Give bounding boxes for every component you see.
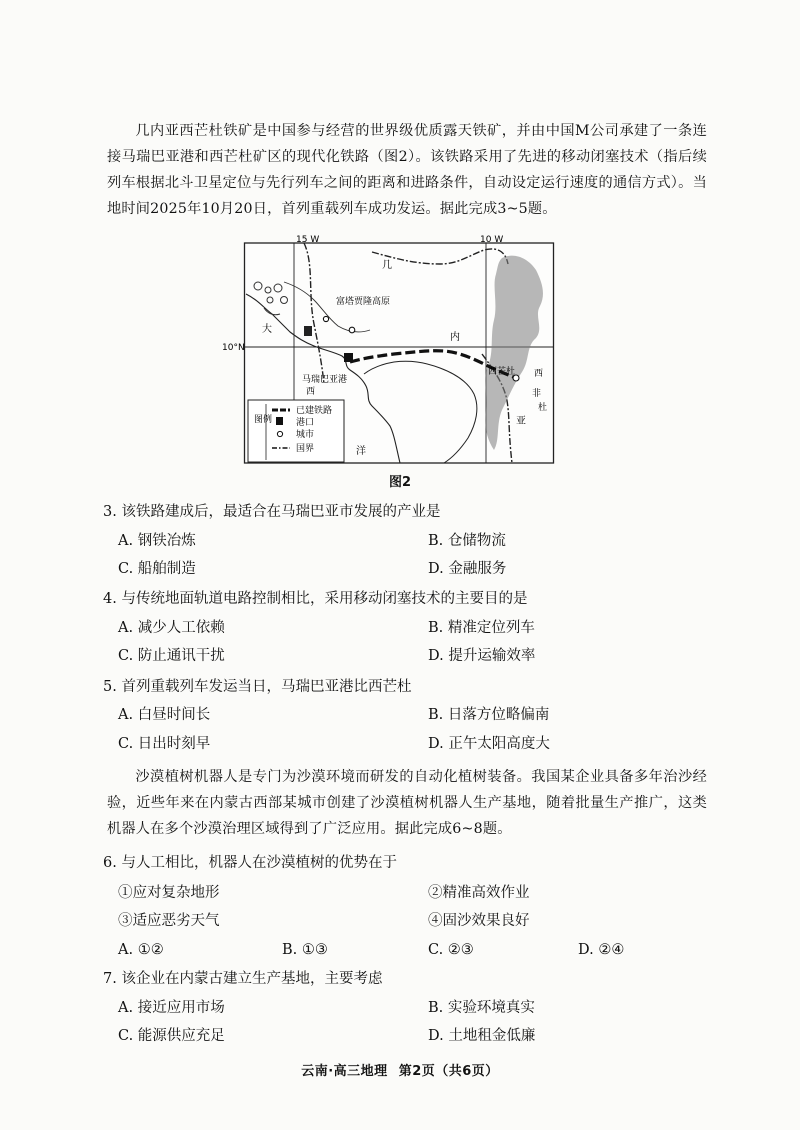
q3-option-a[interactable]: A. 钢铁冶炼 (118, 533, 196, 549)
q6-option-c[interactable]: C. ②③ (428, 942, 474, 958)
label-10w: 10 W (480, 235, 504, 245)
legend-city: 城市 (296, 430, 315, 440)
label-mine: 西芒杜 (488, 367, 516, 377)
label-15w: 15 W (296, 235, 320, 245)
legend-port-symbol (276, 417, 283, 425)
label-country-2: 非 (532, 389, 542, 399)
label-country-3: 杜 (538, 403, 548, 413)
q4-option-a[interactable]: A. 减少人工依赖 (118, 620, 225, 636)
q6-statement-3: ③适应恶劣天气 (118, 913, 220, 929)
label-port: 马瑞巴亚港 (302, 375, 348, 385)
legend-city-symbol (277, 431, 282, 436)
q7-option-d[interactable]: D. 土地租金低廉 (428, 1028, 536, 1044)
q3-option-b[interactable]: B. 仓储物流 (428, 533, 506, 549)
q3-option-d[interactable]: D. 金融服务 (428, 561, 507, 577)
city-marker (323, 316, 328, 321)
q7-option-a[interactable]: A. 接近应用市场 (118, 1000, 225, 1016)
label-da: 大 (262, 324, 272, 335)
q5-option-c[interactable]: C. 日出时刻早 (118, 736, 211, 752)
q6-option-b[interactable]: B. ①③ (282, 942, 328, 958)
label-10n: 10°N (222, 343, 245, 353)
question-3-stem: 3. 该铁路建成后，最适合在马瑞巴亚市发展的产业是 (103, 504, 441, 520)
footer-subject: 云南·高三地理 (301, 1064, 388, 1079)
q5-option-a[interactable]: A. 白昼时间长 (118, 707, 211, 723)
q4-option-b[interactable]: B. 精准定位列车 (428, 620, 535, 636)
question-6-stem: 6. 与人工相比，机器人在沙漠植树的优势在于 (103, 855, 397, 871)
port-marker (344, 353, 353, 362)
label-country-1: 西 (534, 369, 544, 379)
label-ya: 亚 (516, 416, 526, 427)
q7-option-b[interactable]: B. 实验环境真实 (428, 1000, 535, 1016)
footer-page-number: 第2页（共6页） (398, 1064, 499, 1079)
q6-statement-2: ②精准高效作业 (428, 885, 530, 901)
q6-statement-4: ④固沙效果良好 (428, 913, 530, 929)
q5-option-b[interactable]: B. 日落方位略偏南 (428, 707, 550, 723)
question-7-stem: 7. 该企业在内蒙古建立生产基地，主要考虑 (103, 971, 383, 987)
page-footer (0, 1060, 800, 1079)
q4-option-c[interactable]: C. 防止通讯干扰 (118, 648, 225, 664)
label-nei: 内 (450, 332, 460, 343)
city-marker (349, 327, 355, 333)
map-figure-2 (222, 234, 556, 466)
legend-title-1: 图例 (254, 415, 273, 425)
passage-guinea-railway: 几内亚西芒杜铁矿是中国参与经营的世界级优质露天铁矿，并由中国M公司承建了一条连接马瑞巴亚港和西芒杜矿区的现代化铁路（图2）。该铁路采用了先进的移动闭塞技术（指后续列车根据北斗卫星定位与先行列车之间的距离和进路条件，自动设定运行速度的通信方式）。当地时间2025年10月20日，首列重载列车成功发运。据此完成3~5题。 (107, 123, 707, 217)
q6-option-a[interactable]: A. ①② (118, 942, 164, 958)
q6-statement-1: ①应对复杂地形 (118, 885, 220, 901)
figure-caption: 图2 (388, 475, 412, 490)
question-5-stem: 5. 首列重载列车发运当日，马瑞巴亚港比西芒杜 (103, 679, 412, 695)
passage-desert-robot: 沙漠植树机器人是专门为沙漠环境而研发的自动化植树装备。我国某企业具备多年治沙经验，近些年来在内蒙古西部某城市创建了沙漠植树机器人生产基地，随着批量生产推广，这类机器人在多个沙漠治理区域得到了广泛应用。据此完成6~8题。 (107, 769, 707, 837)
port-marker-north (304, 326, 312, 336)
label-xi: 西 (306, 387, 316, 397)
q5-option-d[interactable]: D. 正午太阳高度大 (428, 736, 550, 752)
q6-option-d[interactable]: D. ②④ (578, 942, 625, 958)
guinea-map (222, 234, 556, 466)
q3-option-c[interactable]: C. 船舶制造 (118, 561, 196, 577)
label-ji: 几 (382, 260, 392, 271)
label-plateau: 富塔贾隆高原 (336, 297, 391, 307)
legend-border: 国界 (296, 444, 315, 454)
label-yang: 洋 (356, 446, 366, 457)
question-4-stem: 4. 与传统地面轨道电路控制相比，采用移动闭塞技术的主要目的是 (103, 591, 528, 607)
legend-rail: 已建铁路 (296, 406, 333, 416)
q4-option-d[interactable]: D. 提升运输效率 (428, 648, 536, 664)
legend-port: 港口 (296, 418, 315, 428)
q7-option-c[interactable]: C. 能源供应充足 (118, 1028, 225, 1044)
